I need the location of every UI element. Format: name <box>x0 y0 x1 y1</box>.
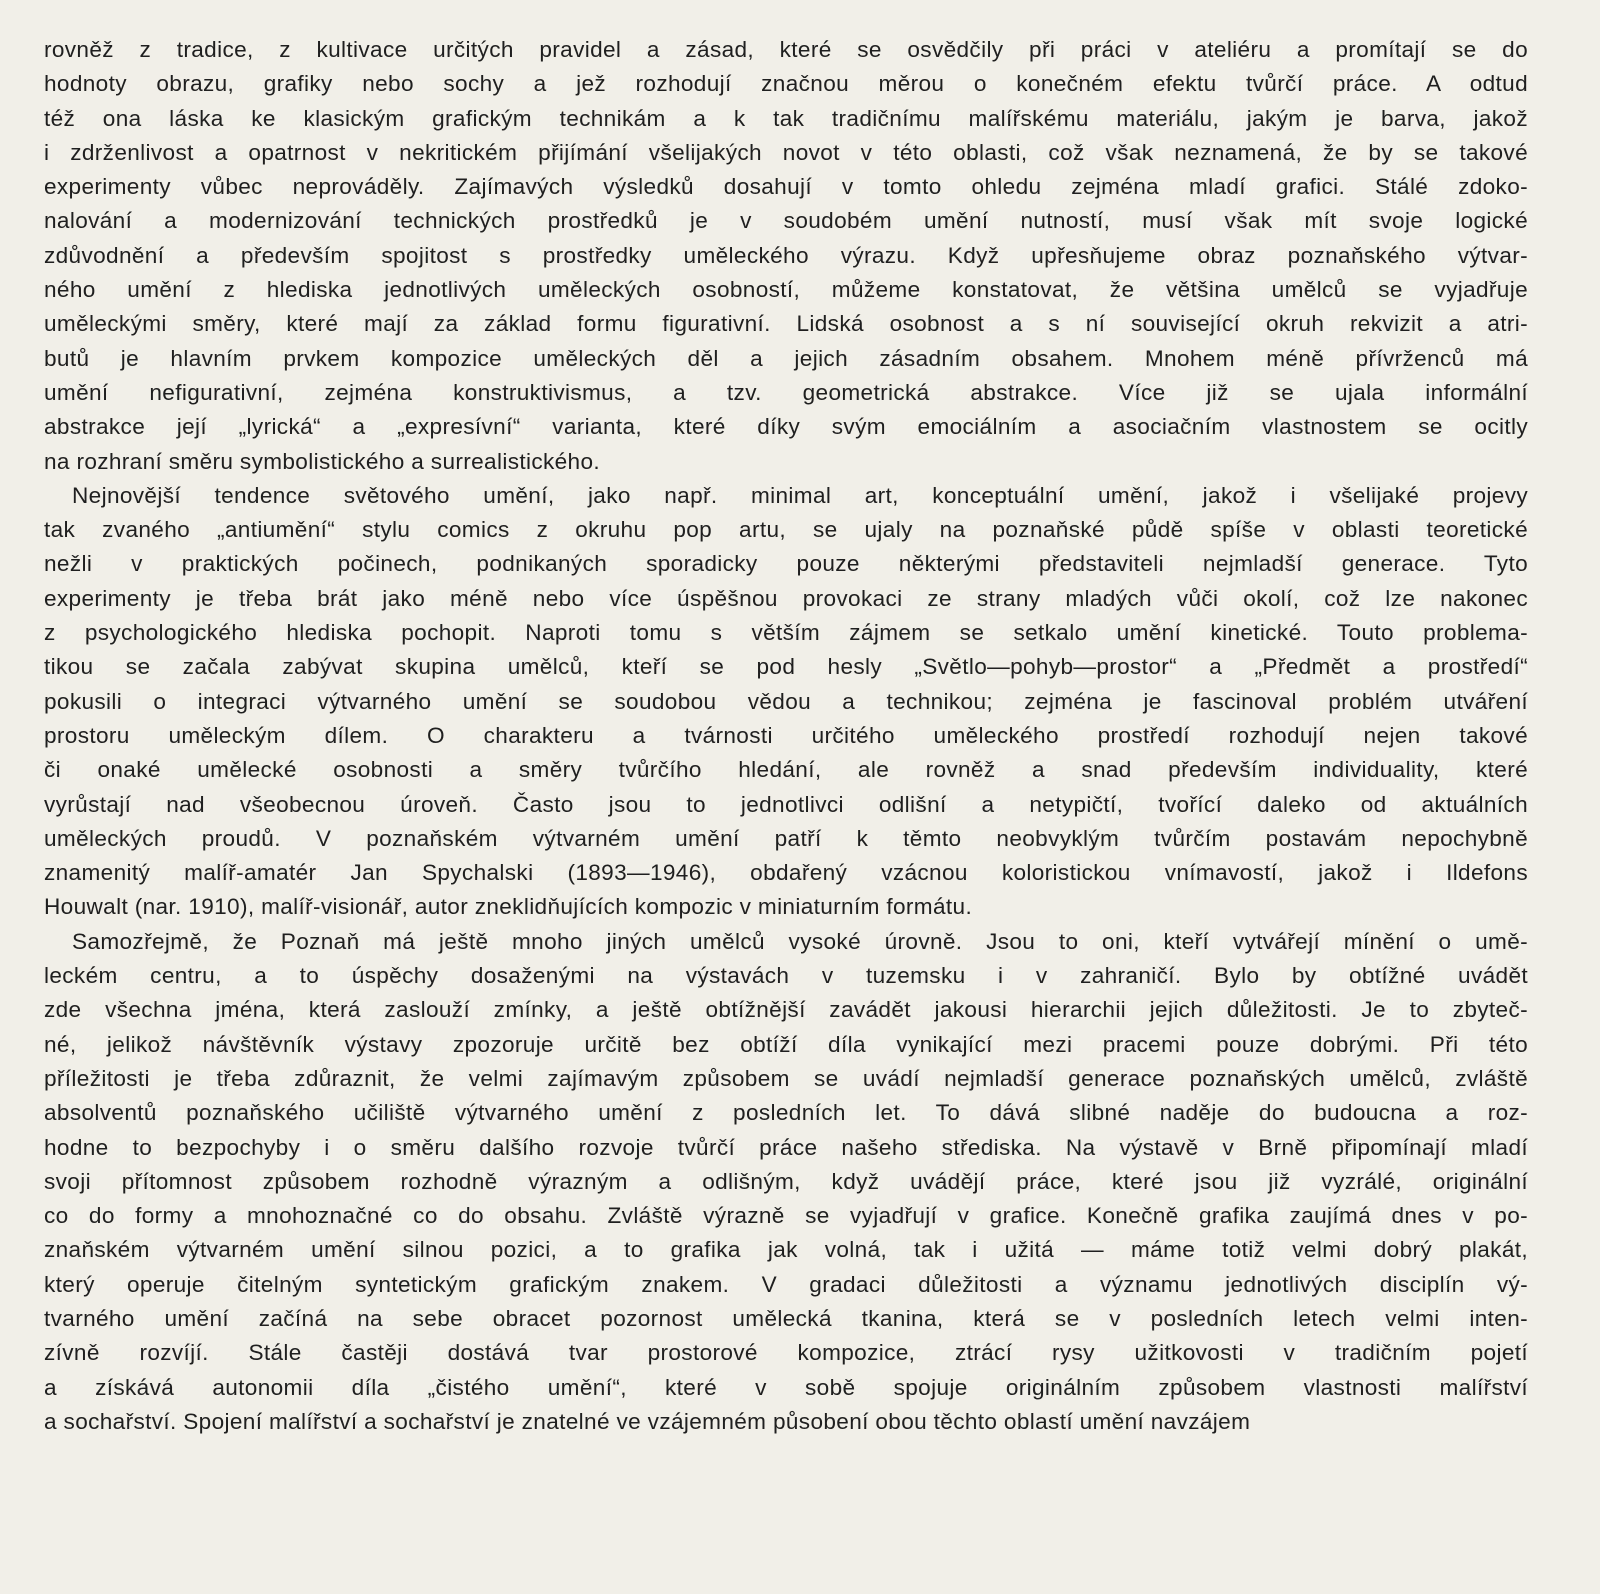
text-line: né, jelikož návštěvník výstavy zpozoruje určitě bez obtíží díla vynikající mezi pracemi pouze dobrými. Při této <box>44 1031 1528 1057</box>
text-line: absolventů poznaňského učiliště výtvarného umění z posledních let. To dává slibné naděje do budoucna a roz- <box>44 1100 1528 1126</box>
text-line: i zdrženlivost a opatrnost v nekritickém přijímání všelijakých novot v této oblasti, což však neznamená, že by se takové <box>44 139 1528 165</box>
text-line: nalování a modernizování technických prostředků je v soudobém umění nutností, musí však mít svoje logické <box>44 208 1528 234</box>
text-line: vyrůstají nad všeobecnou úroveň. Často jsou to jednotlivci odlišní a netypičtí, tvořící daleko od aktuálních <box>44 791 1528 817</box>
text-line: experimenty vůbec neprováděly. Zajímavých výsledků dosahují v tomto ohledu zejména mladí grafici. Stálé zdoko- <box>44 174 1528 200</box>
text-line: zdůvodnění a především spojitost s prostředky uměleckého výrazu. Když upřesňujeme obraz poznaňského výtvar- <box>44 242 1528 268</box>
text-line: zívně rozvíjí. Stále častěji dostává tvar prostorové kompozice, ztrácí rysy užitkovosti v tradičním pojetí <box>44 1340 1528 1366</box>
text-line: zde všechna jména, která zaslouží zmínky, a ještě obtížnější zavádět jakousi hierarchii jejich důležitosti. Je to zbyteč- <box>44 997 1528 1023</box>
text-line: hodne to bezpochyby i o směru dalšího rozvoje tvůrčí práce našeho střediska. Na výstavě v Brně připomínají mladí <box>44 1134 1528 1160</box>
text-line: nežli v praktických počinech, podnikaných sporadicky pouze některými představiteli nejmladší generace. Tyto <box>44 551 1528 577</box>
paragraph-3 <box>44 925 1528 1439</box>
text-line: Samozřejmě, že Poznaň má ještě mnoho jiných umělců vysoké úrovně. Jsou to oni, kteří vytvářejí mínění o umě- <box>72 928 1528 954</box>
text-line: pokusili o integraci výtvarného umění se soudobou vědou a technikou; zejména je fascinoval problém utváření <box>44 688 1528 714</box>
text-line: umění nefigurativní, zejména konstruktivismus, a tzv. geometrická abstrakce. Více již se ujala informální <box>44 379 1528 405</box>
text-line: prostoru uměleckým dílem. O charakteru a tvárnosti určitého uměleckého prostředí rozhodují nejen takové <box>44 722 1528 748</box>
text-line: Houwalt (nar. 1910), malíř-visionář, autor zneklidňujících kompozic v miniaturním formátu. <box>44 894 973 920</box>
text-line: hodnoty obrazu, grafiky nebo sochy a jež rozhodují značnou měrou o konečném efektu tvůrčí práce. A odtud <box>44 71 1528 97</box>
text-line: příležitosti je třeba zdůraznit, že velmi zajímavým způsobem se uvádí nejmladší generace poznaňských umělců, zvláště <box>44 1065 1528 1091</box>
paragraph-1 <box>44 33 1528 479</box>
text-line: znaňském výtvarném umění silnou pozici, a to grafika jak volná, tak i užitá — máme totiž velmi dobrý plakát, <box>44 1237 1528 1263</box>
text-line: experimenty je třeba brát jako méně nebo více úspěšnou provokaci ze strany mladých vůči okolí, což lze nakonec <box>44 585 1528 611</box>
text-line: rovněž z tradice, z kultivace určitých pravidel a zásad, které se osvědčily při práci v ateliéru a promítají se do <box>44 37 1528 62</box>
text-line: znamenitý malíř-amatér Jan Spychalski (1893—1946), obdařený vzácnou koloristickou vnímavostí, jakož i Ildefons <box>44 860 1528 886</box>
text-line: na rozhraní směru symbolistického a surrealistického. <box>44 448 601 474</box>
text-line: uměleckými směry, které mají za základ formu figurativní. Lidská osobnost a s ní související okruh rekvizit a atri- <box>44 311 1528 337</box>
text-line: tvarného umění začíná na sebe obracet pozornost umělecká tkanina, která se v posledních letech velmi inten- <box>44 1305 1528 1331</box>
text-line: který operuje čitelným syntetickým grafickým znakem. V gradaci důležitosti a významu jednotlivých disciplín vý- <box>44 1271 1528 1297</box>
text-line: svoji přítomnost způsobem rozhodně výrazným a odlišným, když uvádějí práce, které jsou již vyzrálé, originální <box>44 1168 1528 1194</box>
text-line: abstrakce její „lyrická“ a „expresívní“ varianta, které díky svým emociálním a asociačním vlastnostem se ocitly <box>44 414 1528 440</box>
text-line: či onaké umělecké osobnosti a směry tvůrčího hledání, ale rovněž a snad především individuality, které <box>44 757 1528 783</box>
text-line: též ona láska ke klasickým grafickým technikám a k tak tradičnímu malířskému materiálu, jakým je barva, jakož <box>44 105 1528 131</box>
text-line: z psychologického hlediska pochopit. Naproti tomu s větším zájmem se setkalo umění kinetické. Touto problema- <box>44 620 1528 646</box>
text-line: leckém centru, a to úspěchy dosaženými na výstavách v tuzemsku i v zahraničí. Bylo by obtížné uvádět <box>44 963 1528 989</box>
text-line: a sochařství. Spojení malířství a sochařství je znatelné ve vzájemném působení obou těchto oblastí umění navzájem <box>44 1408 1251 1434</box>
text-line: tikou se začala zabývat skupina umělců, kteří se pod hesly „Světlo—pohyb—prostor“ a „Předmět a prostředí“ <box>44 654 1528 680</box>
text-line: Nejnovější tendence světového umění, jako např. minimal art, konceptuální umění, jakož i všelijaké projevy <box>72 482 1528 508</box>
text-line: butů je hlavním prvkem kompozice uměleckých děl a jejich zásadním obsahem. Mnohem méně přívrženců má <box>44 345 1528 371</box>
text-line: ného umění z hlediska jednotlivých uměleckých osobností, můžeme konstatovat, že většina umělců se vyjadřuje <box>44 277 1528 303</box>
text-line: tak zvaného „antiumění“ stylu comics z okruhu pop artu, se ujaly na poznaňské půdě spíše v oblasti teoretické <box>44 517 1528 543</box>
text-line: co do formy a mnohoznačné co do obsahu. Zvláště výrazně se vyjadřují v grafice. Konečně grafika zaujímá dnes v po- <box>44 1203 1528 1229</box>
text-line: a získává autonomii díla „čistého umění“, které v sobě spojuje originálním způsobem vlastnosti malířství <box>44 1374 1528 1400</box>
paragraph-2 <box>44 479 1528 925</box>
text-line: uměleckých proudů. V poznaňském výtvarném umění patří k těmto neobvyklým tvůrčím postavám nepochybně <box>44 825 1528 851</box>
